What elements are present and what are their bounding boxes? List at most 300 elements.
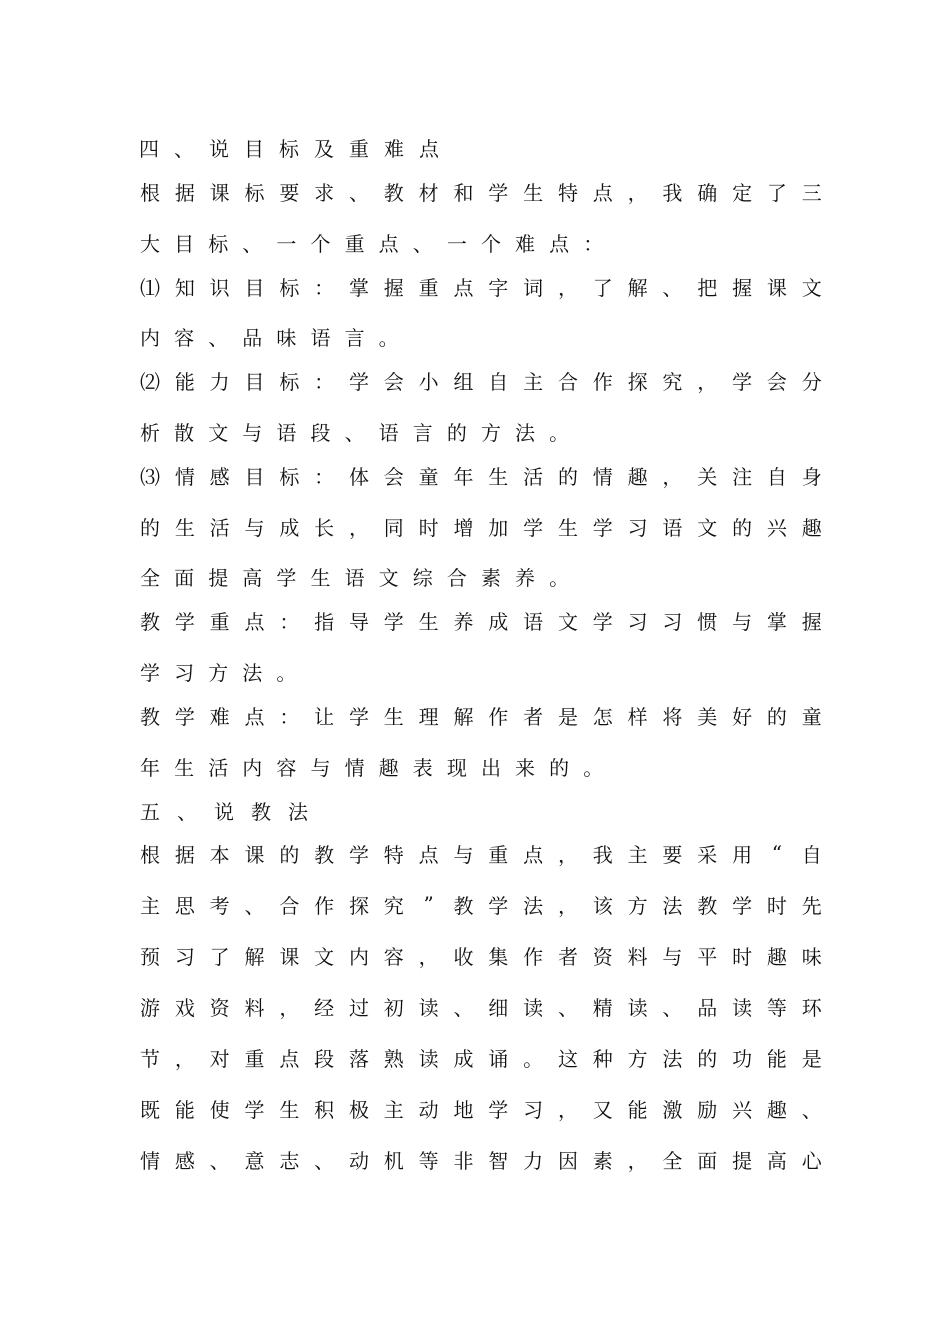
glyph: 生: [174, 755, 195, 780]
glyph: ”: [423, 892, 434, 916]
glyph: 的: [140, 515, 160, 540]
glyph: 握: [383, 275, 404, 300]
glyph: 析: [140, 420, 160, 445]
glyph: 考: [209, 893, 230, 918]
glyph: 据: [174, 842, 195, 867]
glyph: 初: [383, 995, 404, 1020]
glyph: 语: [344, 565, 365, 590]
glyph: 戏: [174, 995, 195, 1020]
glyph: 解: [453, 704, 474, 729]
text-line: [139, 891, 823, 917]
glyph: 合: [279, 893, 300, 918]
glyph: 自: [488, 369, 509, 394]
glyph: 本: [209, 842, 230, 867]
glyph: 素: [480, 565, 501, 590]
glyph: 了: [766, 180, 787, 205]
glyph: 点: [592, 180, 613, 205]
text-line: [139, 658, 823, 684]
glyph: 极: [348, 1097, 369, 1122]
glyph: 目: [244, 464, 265, 489]
glyph: 活: [209, 515, 230, 540]
glyph: 段: [310, 420, 331, 445]
glyph: 教: [383, 180, 404, 205]
glyph: 加: [488, 515, 509, 540]
glyph: 作: [592, 369, 613, 394]
glyph: 段: [314, 1046, 335, 1071]
glyph: ⑶: [140, 464, 160, 489]
glyph: 心: [801, 1148, 822, 1173]
glyph: 注: [732, 464, 753, 489]
glyph: 又: [592, 1097, 613, 1122]
glyph: ，: [279, 995, 300, 1020]
glyph: 掌: [348, 275, 369, 300]
glyph: 重: [209, 609, 230, 634]
glyph: 学: [174, 609, 195, 634]
glyph: 高: [242, 565, 263, 590]
glyph: ：: [314, 464, 335, 489]
glyph: 自: [801, 842, 822, 867]
glyph: 游: [140, 995, 160, 1020]
glyph: ，: [348, 515, 369, 540]
glyph: 先: [801, 893, 822, 918]
glyph: 把: [697, 275, 718, 300]
glyph: 主: [140, 893, 160, 918]
glyph: 。: [276, 660, 297, 685]
glyph: 激: [662, 1097, 683, 1122]
glyph: 全: [140, 565, 160, 590]
glyph: 综: [412, 565, 433, 590]
glyph: 素: [592, 1148, 613, 1173]
glyph: 读: [523, 995, 544, 1020]
text-line: [139, 563, 823, 589]
glyph: 习: [627, 515, 648, 540]
glyph: 等: [418, 1148, 439, 1173]
glyph: 教: [697, 893, 718, 918]
glyph: 、: [348, 180, 369, 205]
text-line: [139, 993, 823, 1019]
glyph: 习: [174, 944, 195, 969]
glyph: 习: [627, 609, 648, 634]
glyph: 的: [732, 515, 753, 540]
text-line: [139, 1044, 823, 1070]
glyph: 生: [383, 704, 404, 729]
glyph: 合: [557, 369, 578, 394]
glyph: 学: [592, 609, 613, 634]
glyph: 生: [557, 515, 578, 540]
glyph: 积: [314, 1097, 335, 1122]
glyph: 读: [627, 995, 648, 1020]
glyph: 指: [314, 609, 335, 634]
glyph: 组: [453, 369, 474, 394]
glyph: 内: [140, 325, 160, 350]
glyph: 味: [276, 325, 297, 350]
glyph: 与: [310, 755, 331, 780]
glyph: 品: [697, 995, 718, 1020]
glyph: 、: [662, 275, 683, 300]
glyph: 熟: [383, 1046, 404, 1071]
glyph: 求: [314, 180, 335, 205]
glyph: 美: [697, 704, 718, 729]
glyph: 意: [244, 1148, 265, 1173]
glyph: 语: [276, 420, 297, 445]
glyph: 文: [314, 944, 335, 969]
glyph: 会: [766, 369, 787, 394]
glyph: 五: [140, 799, 160, 824]
glyph: 语: [523, 609, 544, 634]
glyph: 三: [801, 180, 822, 205]
glyph: 究: [662, 369, 683, 394]
glyph: 读: [418, 1046, 439, 1071]
glyph: 生: [174, 515, 195, 540]
glyph: 与: [662, 944, 683, 969]
glyph: 诵: [488, 1046, 509, 1071]
glyph: 说: [209, 136, 229, 161]
glyph: 好: [732, 704, 753, 729]
glyph: 既: [140, 1097, 160, 1122]
glyph: 解: [627, 275, 648, 300]
glyph: 非: [453, 1148, 474, 1173]
glyph: 让: [314, 704, 335, 729]
glyph: 动: [348, 1148, 369, 1173]
glyph: 习: [174, 660, 195, 685]
glyph: 资: [209, 995, 230, 1020]
glyph: 方: [627, 893, 648, 918]
glyph: 掌: [766, 609, 787, 634]
glyph: 过: [348, 995, 369, 1020]
glyph: 、: [244, 893, 265, 918]
glyph: 重: [418, 275, 439, 300]
text-line: [139, 607, 823, 633]
glyph: ，: [418, 944, 439, 969]
glyph: 童: [418, 464, 439, 489]
glyph: 内: [242, 755, 263, 780]
glyph: 点: [244, 704, 265, 729]
glyph: 、: [174, 136, 194, 161]
glyph: 的: [446, 420, 467, 445]
glyph: 一: [446, 231, 467, 256]
glyph: 将: [662, 704, 683, 729]
glyph: 习: [662, 609, 683, 634]
glyph: 读: [418, 995, 439, 1020]
glyph: “: [771, 841, 783, 865]
glyph: 收: [453, 944, 474, 969]
text-line: [139, 178, 823, 204]
glyph: 自: [766, 464, 787, 489]
glyph: 重: [349, 136, 369, 161]
text-line: [139, 323, 823, 349]
glyph: 四: [139, 136, 159, 161]
glyph: 内: [348, 944, 369, 969]
glyph: 经: [314, 995, 335, 1020]
glyph: 料: [627, 944, 648, 969]
glyph: 精: [592, 995, 613, 1020]
glyph: 智: [488, 1148, 509, 1173]
glyph: 学: [732, 893, 753, 918]
glyph: ，: [662, 464, 683, 489]
glyph: 表: [412, 755, 433, 780]
glyph: 确: [697, 180, 718, 205]
glyph: 及: [314, 136, 334, 161]
glyph: 文: [801, 275, 822, 300]
glyph: 主: [523, 369, 544, 394]
glyph: 者: [523, 704, 544, 729]
glyph: 习: [523, 1097, 544, 1122]
glyph: 特: [383, 842, 404, 867]
glyph: 语: [662, 515, 683, 540]
glyph: 年: [453, 464, 474, 489]
glyph: 标: [279, 136, 299, 161]
glyph: 目: [174, 231, 195, 256]
glyph: 合: [446, 565, 467, 590]
glyph: 感: [209, 464, 230, 489]
glyph: 身: [801, 464, 822, 489]
glyph: 使: [209, 1097, 230, 1122]
glyph: 标: [279, 275, 300, 300]
glyph: ，: [697, 369, 718, 394]
glyph: 知: [174, 275, 195, 300]
glyph: 该: [592, 893, 613, 918]
glyph: 关: [697, 464, 718, 489]
glyph: 词: [523, 275, 544, 300]
glyph: 这: [557, 1046, 578, 1071]
glyph: 、: [177, 799, 197, 824]
glyph: 了: [592, 275, 613, 300]
glyph: ，: [557, 1097, 578, 1122]
glyph: 学: [276, 565, 297, 590]
glyph: 是: [557, 704, 578, 729]
glyph: 养: [515, 565, 536, 590]
text-line: [139, 418, 823, 444]
glyph: 课: [209, 180, 230, 205]
glyph: 教: [140, 609, 160, 634]
glyph: 根: [140, 180, 160, 205]
glyph: 重: [488, 842, 509, 867]
text-line: [139, 273, 823, 299]
glyph: ⑵: [140, 369, 160, 394]
glyph: 、: [453, 995, 474, 1020]
glyph: 主: [383, 1097, 404, 1122]
glyph: 个: [480, 231, 501, 256]
glyph: 学: [592, 515, 613, 540]
glyph: 方: [627, 1046, 648, 1071]
glyph: 方: [208, 660, 229, 685]
glyph: ，: [627, 180, 648, 205]
text-line: [139, 367, 823, 393]
glyph: 法: [662, 1046, 683, 1071]
glyph: 容: [276, 755, 297, 780]
glyph: 。: [523, 1046, 544, 1071]
glyph: 能: [627, 1097, 648, 1122]
glyph: 生: [279, 1097, 300, 1122]
glyph: 与: [242, 420, 263, 445]
glyph: 料: [244, 995, 265, 1020]
glyph: 目: [244, 136, 264, 161]
glyph: ，: [557, 275, 578, 300]
glyph: 会: [383, 369, 404, 394]
glyph: 小: [418, 369, 439, 394]
glyph: 因: [557, 1148, 578, 1173]
glyph: 难: [384, 136, 404, 161]
glyph: 据: [174, 180, 195, 205]
glyph: 法: [515, 420, 536, 445]
glyph: 要: [279, 180, 300, 205]
glyph: 全: [662, 1148, 683, 1173]
glyph: 怎: [592, 704, 613, 729]
glyph: 定: [732, 180, 753, 205]
glyph: 作: [488, 704, 509, 729]
glyph: 一: [276, 231, 297, 256]
glyph: 力: [209, 369, 230, 394]
glyph: 言: [412, 420, 433, 445]
glyph: 集: [488, 944, 509, 969]
glyph: 能: [174, 1097, 195, 1122]
glyph: 兴: [766, 515, 787, 540]
glyph: 趣: [766, 1097, 787, 1122]
glyph: 课: [766, 275, 787, 300]
glyph: 现: [446, 755, 467, 780]
glyph: 功: [732, 1046, 753, 1071]
glyph: 的: [766, 704, 787, 729]
glyph: 方: [480, 420, 501, 445]
glyph: 大: [140, 231, 160, 256]
glyph: 学: [140, 660, 160, 685]
glyph: 材: [418, 180, 439, 205]
glyph: 点: [418, 842, 439, 867]
glyph: 、: [801, 1097, 822, 1122]
glyph: 理: [418, 704, 439, 729]
glyph: 采: [697, 842, 718, 867]
glyph: 特: [557, 180, 578, 205]
glyph: 趣: [378, 755, 399, 780]
glyph: 地: [453, 1097, 474, 1122]
glyph: 细: [488, 995, 509, 1020]
glyph: 成: [453, 1046, 474, 1071]
glyph: 教: [314, 842, 335, 867]
glyph: 是: [801, 1046, 822, 1071]
glyph: 生: [488, 464, 509, 489]
glyph: 标: [208, 231, 229, 256]
glyph: 预: [140, 944, 160, 969]
glyph: 要: [662, 842, 683, 867]
glyph: 重: [344, 231, 365, 256]
glyph: 容: [174, 325, 195, 350]
glyph: 、: [662, 995, 683, 1020]
glyph: 活: [208, 755, 229, 780]
glyph: 文: [697, 515, 718, 540]
glyph: ，: [557, 893, 578, 918]
text-line: [139, 229, 823, 255]
text-line: [139, 1146, 823, 1172]
glyph: 与: [453, 842, 474, 867]
glyph: 学: [488, 893, 509, 918]
glyph: 言: [344, 325, 365, 350]
glyph: 法: [523, 893, 544, 918]
glyph: 同: [383, 515, 404, 540]
glyph: 者: [557, 944, 578, 969]
glyph: 教: [140, 704, 160, 729]
glyph: 情: [592, 464, 613, 489]
glyph: 。: [583, 755, 604, 780]
glyph: 文: [557, 609, 578, 634]
glyph: 学: [174, 704, 195, 729]
glyph: 学: [488, 1097, 509, 1122]
glyph: ，: [627, 1148, 648, 1173]
glyph: 解: [244, 944, 265, 969]
text-line: [139, 702, 823, 728]
glyph: 主: [627, 842, 648, 867]
glyph: 出: [480, 755, 501, 780]
glyph: 学: [244, 1097, 265, 1122]
glyph: 学: [383, 609, 404, 634]
glyph: 我: [662, 180, 683, 205]
glyph: 思: [174, 893, 195, 918]
glyph: 容: [383, 944, 404, 969]
glyph: 文: [378, 565, 399, 590]
glyph: ：: [314, 369, 335, 394]
glyph: 点: [279, 1046, 300, 1071]
glyph: 来: [515, 755, 536, 780]
glyph: 个: [310, 231, 331, 256]
glyph: 资: [592, 944, 613, 969]
glyph: 点: [419, 136, 439, 161]
glyph: 课: [244, 842, 265, 867]
glyph: 用: [732, 842, 753, 867]
text-line: [139, 1095, 823, 1121]
glyph: 励: [697, 1097, 718, 1122]
glyph: 情: [140, 1148, 160, 1173]
glyph: 趣: [627, 464, 648, 489]
glyph: ，: [557, 842, 578, 867]
glyph: 。: [549, 420, 570, 445]
text-line: [139, 513, 823, 539]
glyph: 节: [140, 1046, 160, 1071]
glyph: 探: [348, 893, 369, 918]
glyph: 学: [348, 369, 369, 394]
glyph: 、: [344, 420, 365, 445]
glyph: 学: [488, 180, 509, 205]
glyph: 作: [523, 944, 544, 969]
glyph: 教: [251, 799, 271, 824]
glyph: 的: [697, 1046, 718, 1071]
glyph: 语: [310, 325, 331, 350]
glyph: 感: [174, 1148, 195, 1173]
glyph: 与: [244, 515, 265, 540]
glyph: 、: [209, 1148, 230, 1173]
glyph: 惯: [697, 609, 718, 634]
glyph: 分: [801, 369, 822, 394]
glyph: 探: [627, 369, 648, 394]
glyph: 动: [418, 1097, 439, 1122]
glyph: ，: [174, 1046, 195, 1071]
glyph: 学: [523, 515, 544, 540]
glyph: 高: [766, 1148, 787, 1173]
glyph: 点: [453, 275, 474, 300]
glyph: 、: [242, 231, 263, 256]
glyph: 了: [209, 944, 230, 969]
glyph: 时: [732, 944, 753, 969]
glyph: 的: [549, 755, 570, 780]
glyph: 目: [244, 275, 265, 300]
text-line: [139, 462, 823, 488]
glyph: 成: [488, 609, 509, 634]
glyph: 标: [279, 369, 300, 394]
glyph: 童: [801, 704, 822, 729]
glyph: 学: [732, 369, 753, 394]
text-line: [139, 840, 823, 866]
glyph: 生: [418, 609, 439, 634]
glyph: 的: [279, 842, 300, 867]
glyph: 体: [348, 464, 369, 489]
